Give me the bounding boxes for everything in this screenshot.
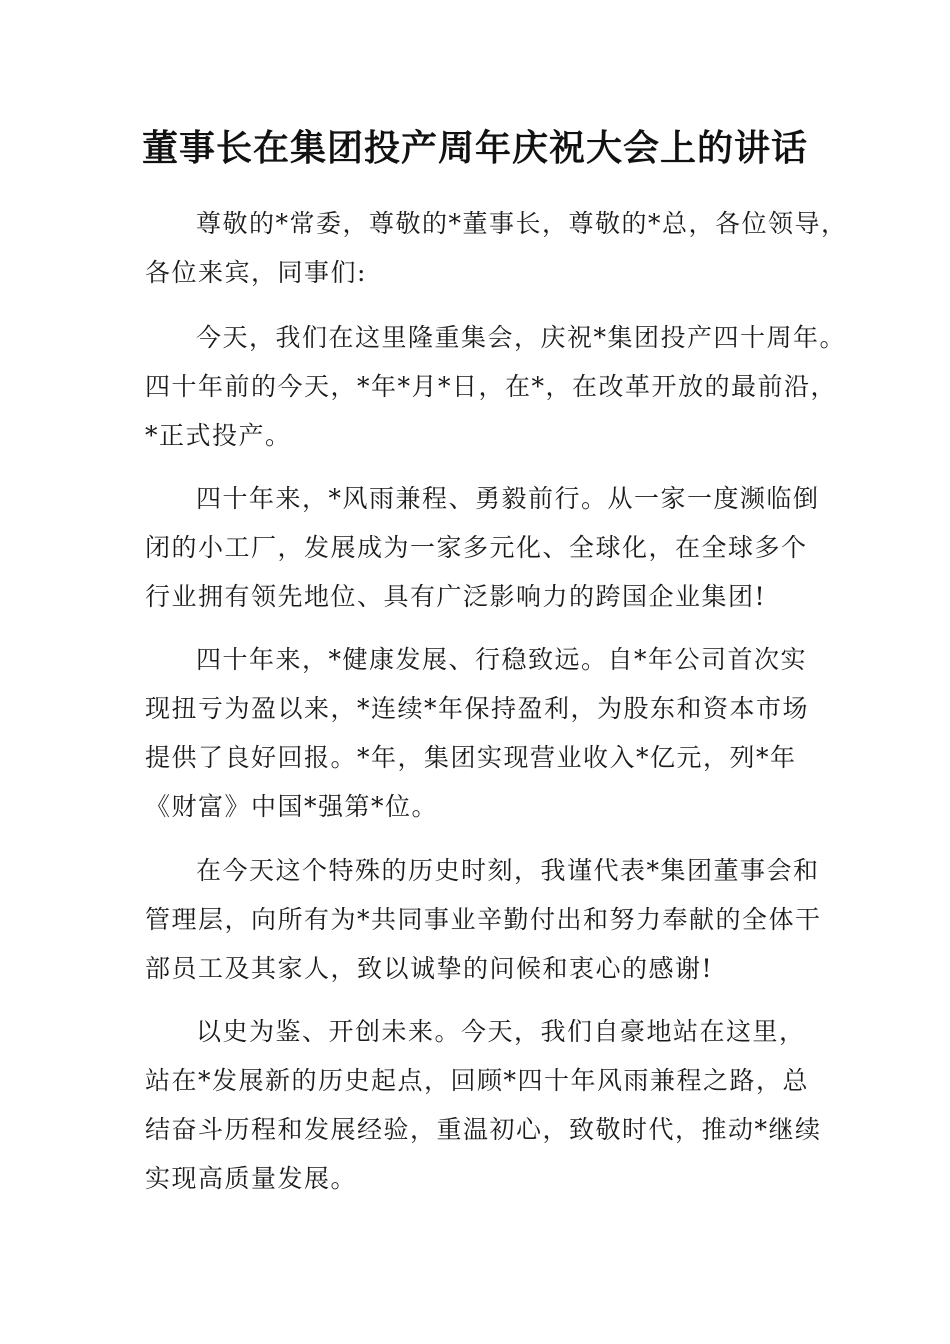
paragraph-6-line-2: 站在*发展新的历史起点，回顾*四十年风雨兼程之路，总 [145, 1066, 810, 1095]
paragraph-2-line-3: *正式投产。 [145, 421, 292, 450]
paragraph-6-line-3: 结奋斗历程和发展经验，重温初心，致敬时代，推动*继续 [145, 1115, 822, 1144]
paragraph-4-line-2: 现扭亏为盈以来，*连续*年保持盈利，为股东和资本市场 [145, 694, 810, 723]
paragraph-3-line-1: 四十年来，*风雨兼程、勇毅前行。从一家一度濒临倒 [196, 484, 820, 513]
paragraph-5-line-1: 在今天这个特殊的历史时刻，我谨代表*集团董事会和 [196, 856, 820, 885]
paragraph-6-line-1: 以史为鉴、开创未来。今天，我们自豪地站在这里， [196, 1017, 806, 1046]
paragraph-2-line-1: 今天，我们在这里隆重集会，庆祝*集团投产四十周年。 [196, 323, 847, 352]
paragraph-1-line-2: 各位来宾，同事们: [145, 258, 367, 287]
paragraph-4-line-4: 《财富》中国*强第*位。 [145, 792, 439, 821]
paragraph-1-line-1: 尊敬的*常委，尊敬的*董事长，尊敬的*总，各位领导， [196, 209, 848, 238]
document-title: 董事长在集团投产周年庆祝大会上的讲话 [141, 127, 808, 169]
paragraph-4-line-3: 提供了良好回报。*年，集团实现营业收入*亿元，列*年 [145, 743, 797, 772]
paragraph-2-line-2: 四十年前的今天，*年*月*日，在*，在改革开放的最前沿， [145, 372, 838, 401]
paragraph-3-line-3: 行业拥有领先地位、具有广泛影响力的跨国企业集团! [145, 582, 767, 611]
paragraph-5-line-2: 管理层，向所有为*共同事业辛勤付出和努力奉献的全体干 [145, 905, 822, 934]
paragraph-5-line-3: 部员工及其家人，致以诚挚的问候和衷心的感谢! [145, 954, 714, 983]
paragraph-6-line-4: 实现高质量发展。 [145, 1164, 358, 1193]
paragraph-3-line-2: 闭的小工厂，发展成为一家多元化、全球化，在全球多个 [145, 533, 808, 562]
paragraph-4-line-1: 四十年来，*健康发展、行稳致远。自*年公司首次实 [196, 645, 808, 674]
